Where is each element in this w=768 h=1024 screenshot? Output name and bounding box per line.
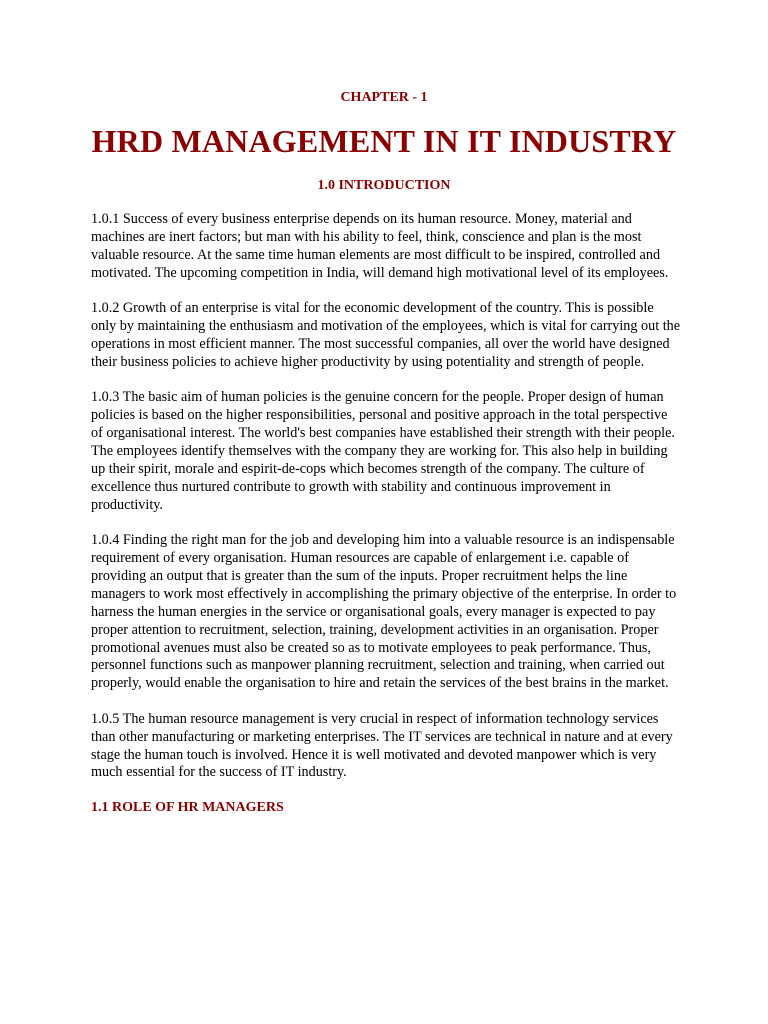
section-heading-introduction: 1.0 INTRODUCTION — [317, 178, 451, 193]
paragraph-1-0-1: 1.0.1 Success of every business enterprise depends on its human resource. Money, material and machines are inert factors; but man with his ability to feel, think, conscience and plan is the most valuable resource. At the same time human elements are most difficult to be inspired, controlled and motivated. The upcoming competition in India, will demand high motivational level of its employees. — [91, 211, 669, 281]
paragraph-1-0-3: 1.0.3 The basic aim of human policies is the genuine concern for the people. Proper design of human policies is based on the higher responsibilities, personal and positive approach in the total perspective of organisational interest. The world's best companies have established their strength with their people. The employees identify themselves with the company they are working for. This also help in building up their spirit, morale and espirit-de-cops which becomes strength of the company. The culture of excellence thus nurtured contribute to growth with stability and continuous improvement in productivity. — [91, 389, 675, 513]
paragraph-1-0-2: 1.0.2 Growth of an enterprise is vital for the economic development of the country. This is possible only by maintaining the enthusiasm and motivation of the employees, which is vital for carrying out the operations in most efficient manner. The most successful companies, all over the world have designed their business policies to achieve higher productivity by using potentiality and strength of people. — [91, 300, 681, 370]
chapter-label: CHAPTER - 1 — [340, 90, 428, 105]
section-heading-role-of-hr-managers: 1.1 ROLE OF HR MANAGERS — [91, 799, 284, 815]
paragraph-1-0-4: 1.0.4 Finding the right man for the job and developing him into a valuable resource is an indispensable requirement of every organisation. Human resources are capable of enlargement i.e. capable of providing an output that is greater than the sum of the inputs. Proper recruitment helps the line managers to work most effectively in accomplishing the primary objective of the enterprise. In order to harness the human energies in the service or organisational goals, every manager is expected to pay proper attention to recruitment, selection, training, development activities in an organisation. Proper promotional avenues must also be created so as to motivate employees to peak performance. Thus, personnel functions such as manpower planning recruitment, selection and training, when carried out properly, would enable the organisation to hire and retain the services of the best brains in the market. — [91, 532, 677, 692]
paragraph-1-0-5: 1.0.5 The human resource management is very crucial in respect of information technology services than other manufacturing or marketing enterprises. The IT services are technical in nature and at every stage the human touch is involved. Hence it is well motivated and devoted manpower which is very much essential for the success of IT industry. — [91, 710, 673, 781]
document-body — [91, 211, 681, 816]
page-title: HRD MANAGEMENT IN IT INDUSTRY — [91, 123, 677, 159]
